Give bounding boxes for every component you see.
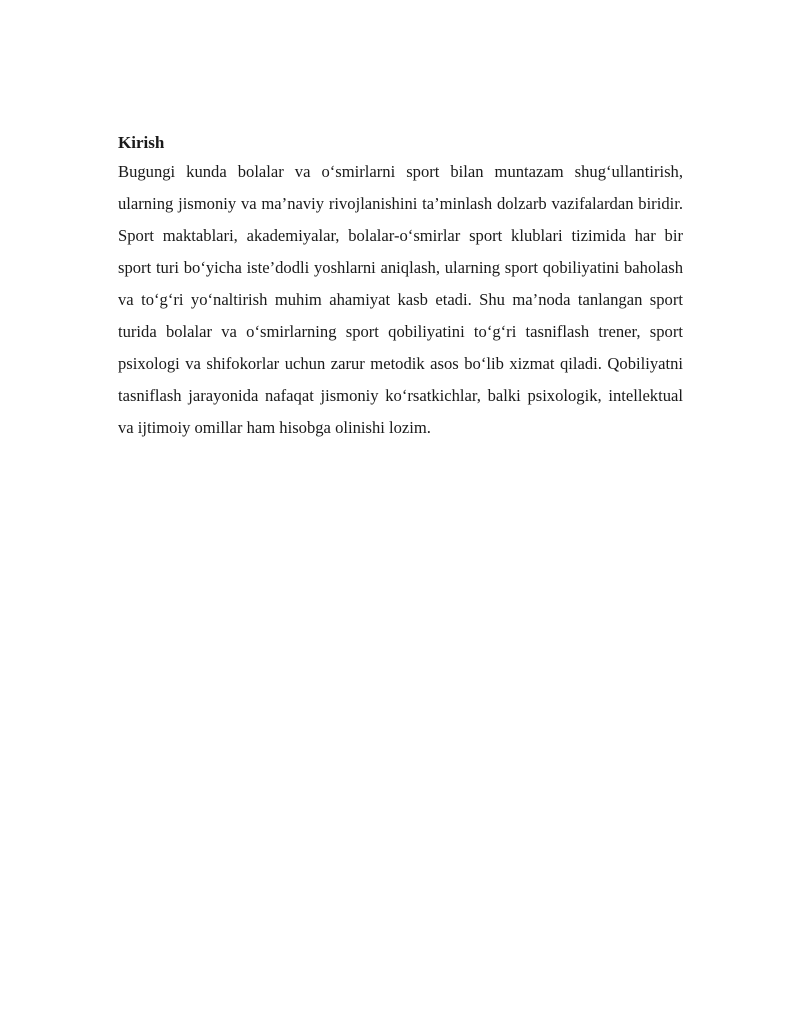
- body-paragraph: Bugungi kunda bolalar va o‘smirlarni sport bilan muntazam shug‘ullantirish, ularning jismoniy va ma’naviy rivojlanishini ta’minlash dolzarb vazifalardan biridir. Sport maktablari, akademiyalar, bolalar-o‘smirlar sport klublari tizimida har bir sport turi bo‘yicha iste’dodli yoshlarni aniqlash, ularning sport qobiliyatini baholash va to‘g‘ri yo‘naltirish muhim ahamiyat kasb etadi. Shu ma’noda tanlangan sport turida bolalar va o‘smirlarning sport qobiliyatini to‘g‘ri tasniflash trener, sport psixologi va shifokorlar uchun zarur metodik asos bo‘lib xizmat qiladi. Qobiliyatni tasniflash jarayonida nafaqat jismoniy ko‘rsatkichlar, balki psixologik, intellektual va ijtimoiy omillar ham hisobga olinishi lozim.: [118, 162, 683, 437]
- document-body: [118, 130, 683, 444]
- section-heading: Kirish: [118, 133, 165, 152]
